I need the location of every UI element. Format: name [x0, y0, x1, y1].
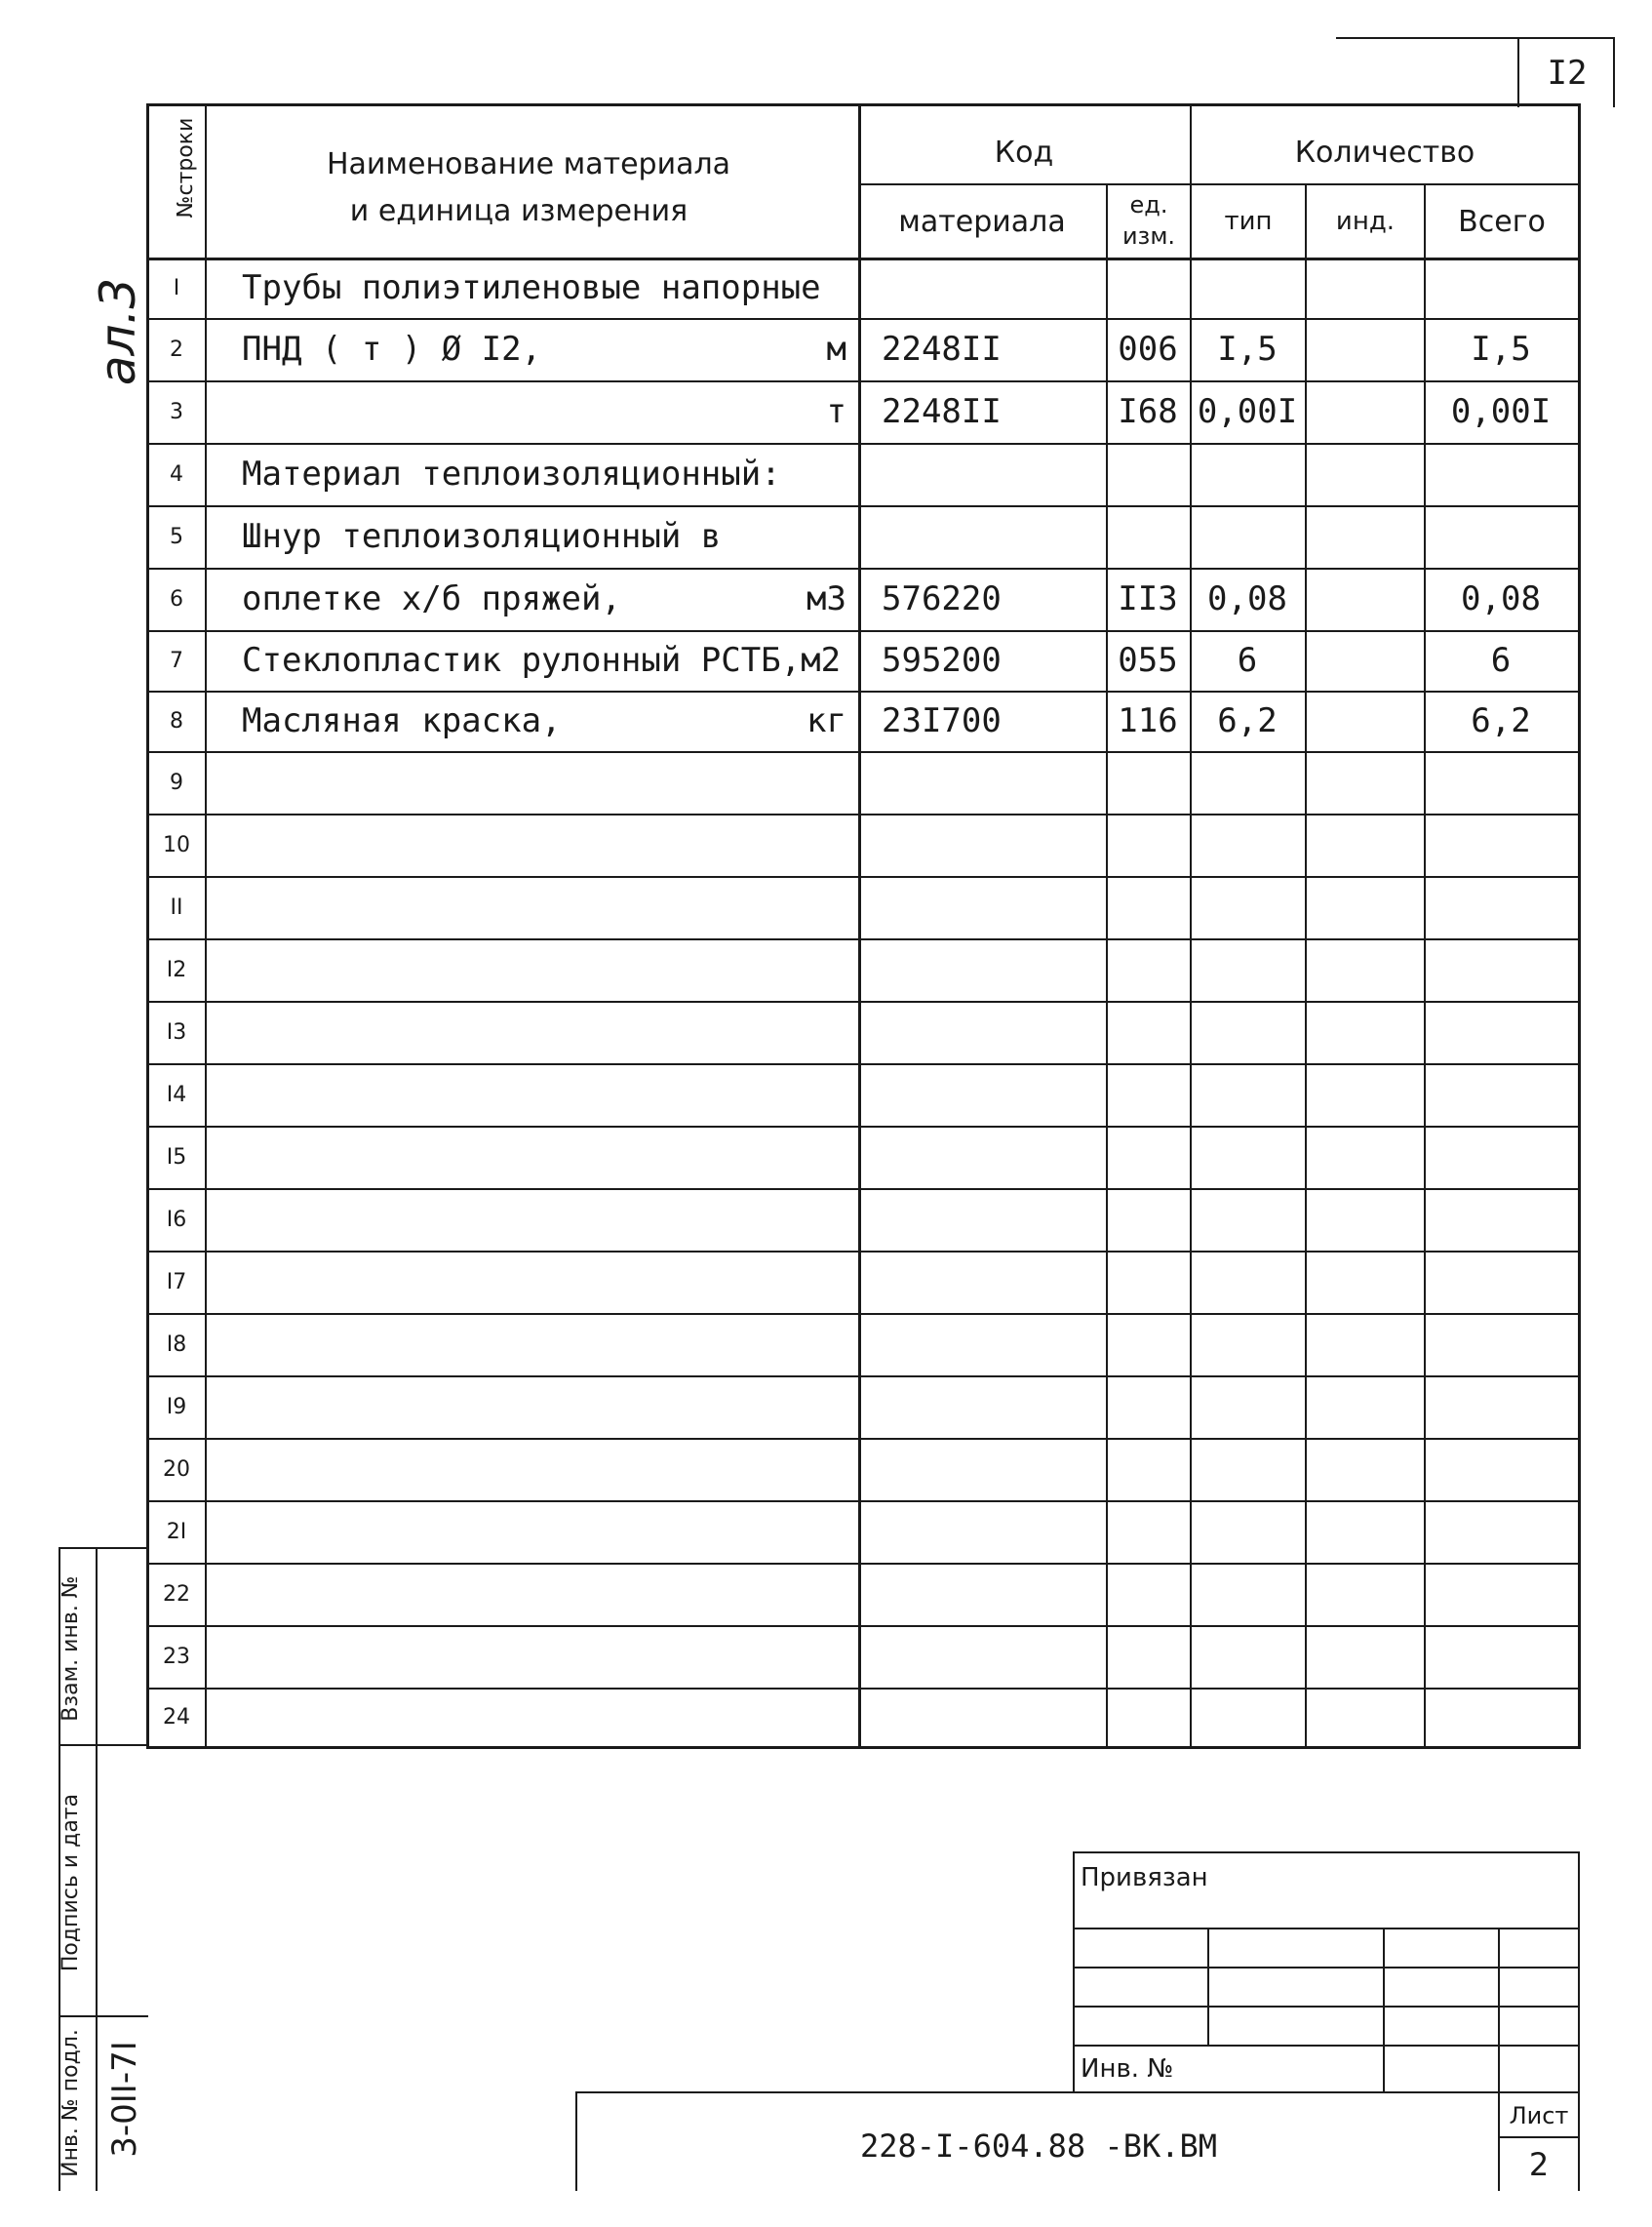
- cell-total: [1434, 1188, 1568, 1251]
- cell-name: ПНД ( т ) Ø I2,: [242, 330, 542, 369]
- cell-name: [242, 814, 852, 876]
- cell-unit-code: 055: [1118, 641, 1178, 680]
- cell-unit-code: [1108, 1500, 1188, 1563]
- cell-type: [1192, 1063, 1303, 1126]
- cell-type: [1192, 1126, 1303, 1188]
- margin-inv-podl: Инв. № подл.: [59, 2029, 83, 2177]
- row-line: [146, 443, 1578, 445]
- cell-ind: [1307, 1313, 1422, 1375]
- cell-unit-code: [1108, 1625, 1188, 1688]
- row-line: [146, 1251, 1578, 1253]
- cell-total: [1434, 505, 1568, 568]
- cell-unit-code: [1108, 938, 1188, 1001]
- row-line: [146, 1375, 1578, 1377]
- cell-code: [882, 1313, 1100, 1375]
- cell-name: [242, 876, 852, 938]
- stamp-doc-code: 228-I-604.88 -ВК.ВМ: [859, 2128, 1218, 2165]
- cell-code: [882, 1438, 1100, 1500]
- header-quantity: Количество: [1294, 135, 1475, 170]
- col-line-ind: [1424, 183, 1426, 1746]
- sheet-box-right: [1613, 37, 1615, 107]
- cell-total: [1434, 1688, 1568, 1746]
- cell-code: [882, 1063, 1100, 1126]
- row-line: [146, 938, 1578, 940]
- margin-inv-value: 3-0II-7I: [105, 2041, 144, 2158]
- row-number: 10: [163, 832, 190, 857]
- cell-name: [242, 1500, 852, 1563]
- cell-total: 6: [1490, 641, 1512, 680]
- stamp-row-3: [1073, 2006, 1580, 2008]
- cell-total: 6,2: [1471, 701, 1531, 740]
- stamp-col-1: [1207, 1928, 1209, 2045]
- cell-name: [242, 1001, 852, 1063]
- cell-name: [242, 380, 852, 443]
- top-rule: [1336, 37, 1613, 39]
- cell-ind: [1307, 1688, 1422, 1746]
- row-number: I6: [166, 1207, 187, 1232]
- row-line: [146, 1063, 1578, 1065]
- cell-code: [882, 876, 1100, 938]
- table-bottom-border: [146, 1746, 1581, 1749]
- row-line: [146, 568, 1578, 570]
- header-qty-ind: инд.: [1335, 207, 1396, 236]
- cell-type: [1192, 1688, 1303, 1746]
- cell-type: [1192, 505, 1303, 568]
- cell-name: [242, 1438, 852, 1500]
- cell-ind: [1307, 1625, 1422, 1688]
- header-unit-line1: ед.: [1129, 191, 1168, 219]
- row-number: I2: [166, 957, 187, 982]
- cell-total: [1434, 443, 1568, 505]
- cell-total: [1434, 1438, 1568, 1500]
- cell-unit-code: 006: [1118, 330, 1178, 369]
- cell-unit-code: [1108, 1375, 1188, 1438]
- cell-type: [1192, 1438, 1303, 1500]
- row-number: 5: [170, 524, 183, 549]
- cell-total: [1434, 876, 1568, 938]
- row-number: 22: [163, 1581, 190, 1607]
- cell-ind: [1307, 1063, 1422, 1126]
- row-number: 24: [163, 1704, 190, 1730]
- row-line: [146, 318, 1578, 320]
- cell-code: [882, 1188, 1100, 1251]
- cell-total: [1434, 1313, 1568, 1375]
- cell-ind: [1307, 1251, 1422, 1313]
- margin-sign-date: Подпись и дата: [59, 1793, 83, 1972]
- header-qty-total: Всего: [1458, 204, 1546, 239]
- row-number: I: [173, 275, 180, 300]
- row-number: 20: [163, 1456, 190, 1482]
- cell-type: I,5: [1217, 330, 1278, 369]
- row-number: I8: [166, 1332, 187, 1357]
- cell-unit-name: м: [826, 330, 846, 369]
- cell-type: [1192, 1625, 1303, 1688]
- cell-unit-code: [1108, 751, 1188, 814]
- cell-ind: [1307, 751, 1422, 814]
- row-line: [146, 1500, 1578, 1502]
- row-line: [146, 505, 1578, 507]
- cell-ind: [1307, 443, 1422, 505]
- cell-code: [882, 1563, 1100, 1625]
- cell-total: 0,08: [1461, 579, 1541, 618]
- row-number: 4: [170, 461, 183, 487]
- cell-unit-code: [1108, 1188, 1188, 1251]
- cell-unit-code: [1108, 1001, 1188, 1063]
- table-right-border: [1578, 103, 1581, 1746]
- cell-unit-code: [1108, 1438, 1188, 1500]
- cell-code: [882, 258, 1100, 318]
- stamp-top: [1073, 1851, 1580, 1853]
- row-number: 3: [170, 399, 183, 424]
- cell-ind: [1307, 876, 1422, 938]
- cell-ind: [1307, 258, 1422, 318]
- header-unit-line2: изм.: [1121, 222, 1176, 250]
- cell-unit-code: [1108, 1313, 1188, 1375]
- cell-code: 595200: [882, 641, 1002, 680]
- cell-total: [1434, 1126, 1568, 1188]
- row-line: [146, 380, 1578, 382]
- sheet-box-divider: [1517, 37, 1519, 107]
- cell-type: [1192, 258, 1303, 318]
- cell-type: [1192, 814, 1303, 876]
- header-qty-type: тип: [1224, 207, 1273, 236]
- header-bottom-line: [146, 258, 1578, 260]
- cell-unit-code: [1108, 1126, 1188, 1188]
- cell-unit-name: кг: [806, 701, 846, 740]
- header-name-line2: и единица измерения: [349, 193, 688, 228]
- cell-unit-code: [1108, 505, 1188, 568]
- cell-code: 576220: [882, 579, 1002, 618]
- cell-ind: [1307, 568, 1422, 630]
- cell-code: [882, 505, 1100, 568]
- cell-name: [242, 1188, 852, 1251]
- cell-type: [1192, 1563, 1303, 1625]
- cell-name: [242, 1063, 852, 1126]
- cell-type: [1192, 938, 1303, 1001]
- cell-code: [882, 443, 1100, 505]
- cell-type: [1192, 1375, 1303, 1438]
- col-line-type: [1305, 183, 1307, 1746]
- cell-ind: [1307, 1188, 1422, 1251]
- stamp-sheet-divider: [1498, 2136, 1580, 2138]
- cell-code: 2248II: [882, 392, 1002, 431]
- cell-type: [1192, 1001, 1303, 1063]
- cell-total: I,5: [1471, 330, 1531, 369]
- cell-name: [242, 1251, 852, 1313]
- header-code: Код: [994, 135, 1054, 170]
- cell-ind: [1307, 505, 1422, 568]
- cell-type: 6,2: [1217, 701, 1278, 740]
- row-line: [146, 691, 1578, 693]
- cell-ind: [1307, 1563, 1422, 1625]
- cell-code: [882, 1625, 1100, 1688]
- stamp-row-2: [1073, 1967, 1580, 1969]
- cell-unit-code: [1108, 1063, 1188, 1126]
- row-number: I4: [166, 1082, 187, 1107]
- stamp-sheet-label: Лист: [1509, 2102, 1569, 2129]
- cell-code: [882, 1001, 1100, 1063]
- cell-type: [1192, 1251, 1303, 1313]
- cell-name: [242, 1625, 852, 1688]
- cell-name: [242, 1313, 852, 1375]
- cell-code: [882, 1251, 1100, 1313]
- row-line: [146, 1313, 1578, 1315]
- cell-ind: [1307, 1375, 1422, 1438]
- stamp-row-1: [1073, 1928, 1580, 1929]
- margin-top-line: [59, 1547, 148, 1549]
- cell-ind: [1307, 691, 1422, 751]
- cell-name: Материал теплоизоляционный:: [242, 455, 781, 494]
- cell-total: [1434, 1563, 1568, 1625]
- cell-type: 6: [1237, 641, 1258, 680]
- cell-code: [882, 1375, 1100, 1438]
- cell-type: [1192, 876, 1303, 938]
- cell-code: [882, 1688, 1100, 1746]
- cell-unit-name: м3: [806, 579, 846, 618]
- sheet-number-top: I2: [1547, 54, 1588, 93]
- cell-total: [1434, 1500, 1568, 1563]
- row-line: [146, 1126, 1578, 1128]
- margin-zam-inv: Взам. инв. №: [59, 1575, 83, 1722]
- cell-code: [882, 814, 1100, 876]
- cell-unit-name: т: [826, 392, 846, 431]
- cell-code: 2248II: [882, 330, 1002, 369]
- cell-ind: [1307, 630, 1422, 691]
- cell-type: 0,00I: [1197, 392, 1298, 431]
- stamp-inv-label: Инв. №: [1081, 2054, 1174, 2084]
- row-number: 23: [163, 1644, 190, 1669]
- cell-code: [882, 751, 1100, 814]
- row-number: 9: [170, 770, 183, 795]
- row-line: [146, 1563, 1578, 1565]
- cell-name: Трубы полиэтиленовые напорные: [242, 268, 821, 307]
- cell-unit-code: [1108, 876, 1188, 938]
- stamp-bottom-left: [575, 2091, 577, 2191]
- cell-total: [1434, 751, 1568, 814]
- cell-total: [1434, 258, 1568, 318]
- cell-ind: [1307, 1438, 1422, 1500]
- cell-unit-code: [1108, 814, 1188, 876]
- header-code-material: материала: [898, 204, 1066, 239]
- header-name-line1: Наименование материала: [326, 146, 731, 181]
- cell-total: [1434, 938, 1568, 1001]
- row-line: [146, 630, 1578, 632]
- cell-unit-code: 116: [1118, 701, 1178, 740]
- col-line-code: [1106, 183, 1108, 1746]
- stamp-bottom-top: [575, 2091, 1580, 2093]
- cell-total: [1434, 1625, 1568, 1688]
- cell-type: 0,08: [1207, 579, 1287, 618]
- row-line: [146, 814, 1578, 815]
- row-line: [146, 876, 1578, 878]
- row-number: 2: [170, 337, 183, 362]
- cell-type: [1192, 443, 1303, 505]
- cell-unit-code: I68: [1118, 392, 1178, 431]
- stamp-bound-label: Привязан: [1081, 1863, 1208, 1892]
- cell-type: [1192, 1313, 1303, 1375]
- cell-name: [242, 751, 852, 814]
- cell-ind: [1307, 1126, 1422, 1188]
- header-mid-line: [858, 183, 1578, 185]
- cell-name: [242, 1375, 852, 1438]
- cell-total: [1434, 814, 1568, 876]
- cell-unit-code: [1108, 443, 1188, 505]
- cell-ind: [1307, 1001, 1422, 1063]
- margin-inner-line: [96, 1547, 98, 2191]
- cell-total: [1434, 1375, 1568, 1438]
- stamp-col-2: [1383, 1928, 1385, 2093]
- cell-type: [1192, 1188, 1303, 1251]
- header-row-number: №строки: [174, 117, 198, 219]
- cell-name: Шнур теплоизоляционный в: [242, 517, 722, 556]
- row-line: [146, 751, 1578, 753]
- cell-ind: [1307, 938, 1422, 1001]
- cell-name: оплетке х/б пряжей,: [242, 579, 621, 618]
- row-line: [146, 1188, 1578, 1190]
- row-number: II: [170, 895, 183, 920]
- stamp-right: [1578, 1851, 1580, 2191]
- cell-code: [882, 1500, 1100, 1563]
- cell-total: [1434, 1251, 1568, 1313]
- cell-name: [242, 938, 852, 1001]
- cell-unit-code: II3: [1118, 579, 1178, 618]
- cell-type: [1192, 751, 1303, 814]
- row-line: [146, 1438, 1578, 1440]
- stamp-left: [1073, 1851, 1075, 2093]
- cell-total: 0,00I: [1450, 392, 1552, 431]
- side-mark: ал.3: [90, 277, 146, 386]
- table-top-border: [146, 103, 1578, 106]
- row-line: [146, 1001, 1578, 1003]
- row-number: 2I: [166, 1519, 187, 1544]
- cell-unit-code: [1108, 1251, 1188, 1313]
- cell-name: Стеклопластик рулонный РСТБ,м2: [242, 641, 842, 680]
- cell-code: [882, 1126, 1100, 1188]
- row-line: [146, 1625, 1578, 1627]
- cell-name: Масляная краска,: [242, 701, 562, 740]
- cell-type: [1192, 1500, 1303, 1563]
- row-number: I3: [166, 1019, 187, 1045]
- row-number: I7: [166, 1269, 187, 1294]
- cell-ind: [1307, 318, 1422, 380]
- cell-code: 23I700: [882, 701, 1002, 740]
- cell-ind: [1307, 380, 1422, 443]
- cell-ind: [1307, 814, 1422, 876]
- cell-total: [1434, 1001, 1568, 1063]
- cell-unit-code: [1108, 1563, 1188, 1625]
- cell-total: [1434, 1063, 1568, 1126]
- cell-name: [242, 1563, 852, 1625]
- cell-ind: [1307, 1500, 1422, 1563]
- stamp-sheet-value: 2: [1528, 2146, 1550, 2183]
- cell-unit-code: [1108, 1688, 1188, 1746]
- cell-name: [242, 1126, 852, 1188]
- row-number: 7: [170, 648, 183, 673]
- cell-unit-code: [1108, 258, 1188, 318]
- row-number: 8: [170, 708, 183, 734]
- row-number: 6: [170, 586, 183, 612]
- cell-name: [242, 1688, 852, 1746]
- row-line: [146, 1688, 1578, 1690]
- row-number: I9: [166, 1394, 187, 1419]
- cell-code: [882, 938, 1100, 1001]
- row-number: I5: [166, 1144, 187, 1170]
